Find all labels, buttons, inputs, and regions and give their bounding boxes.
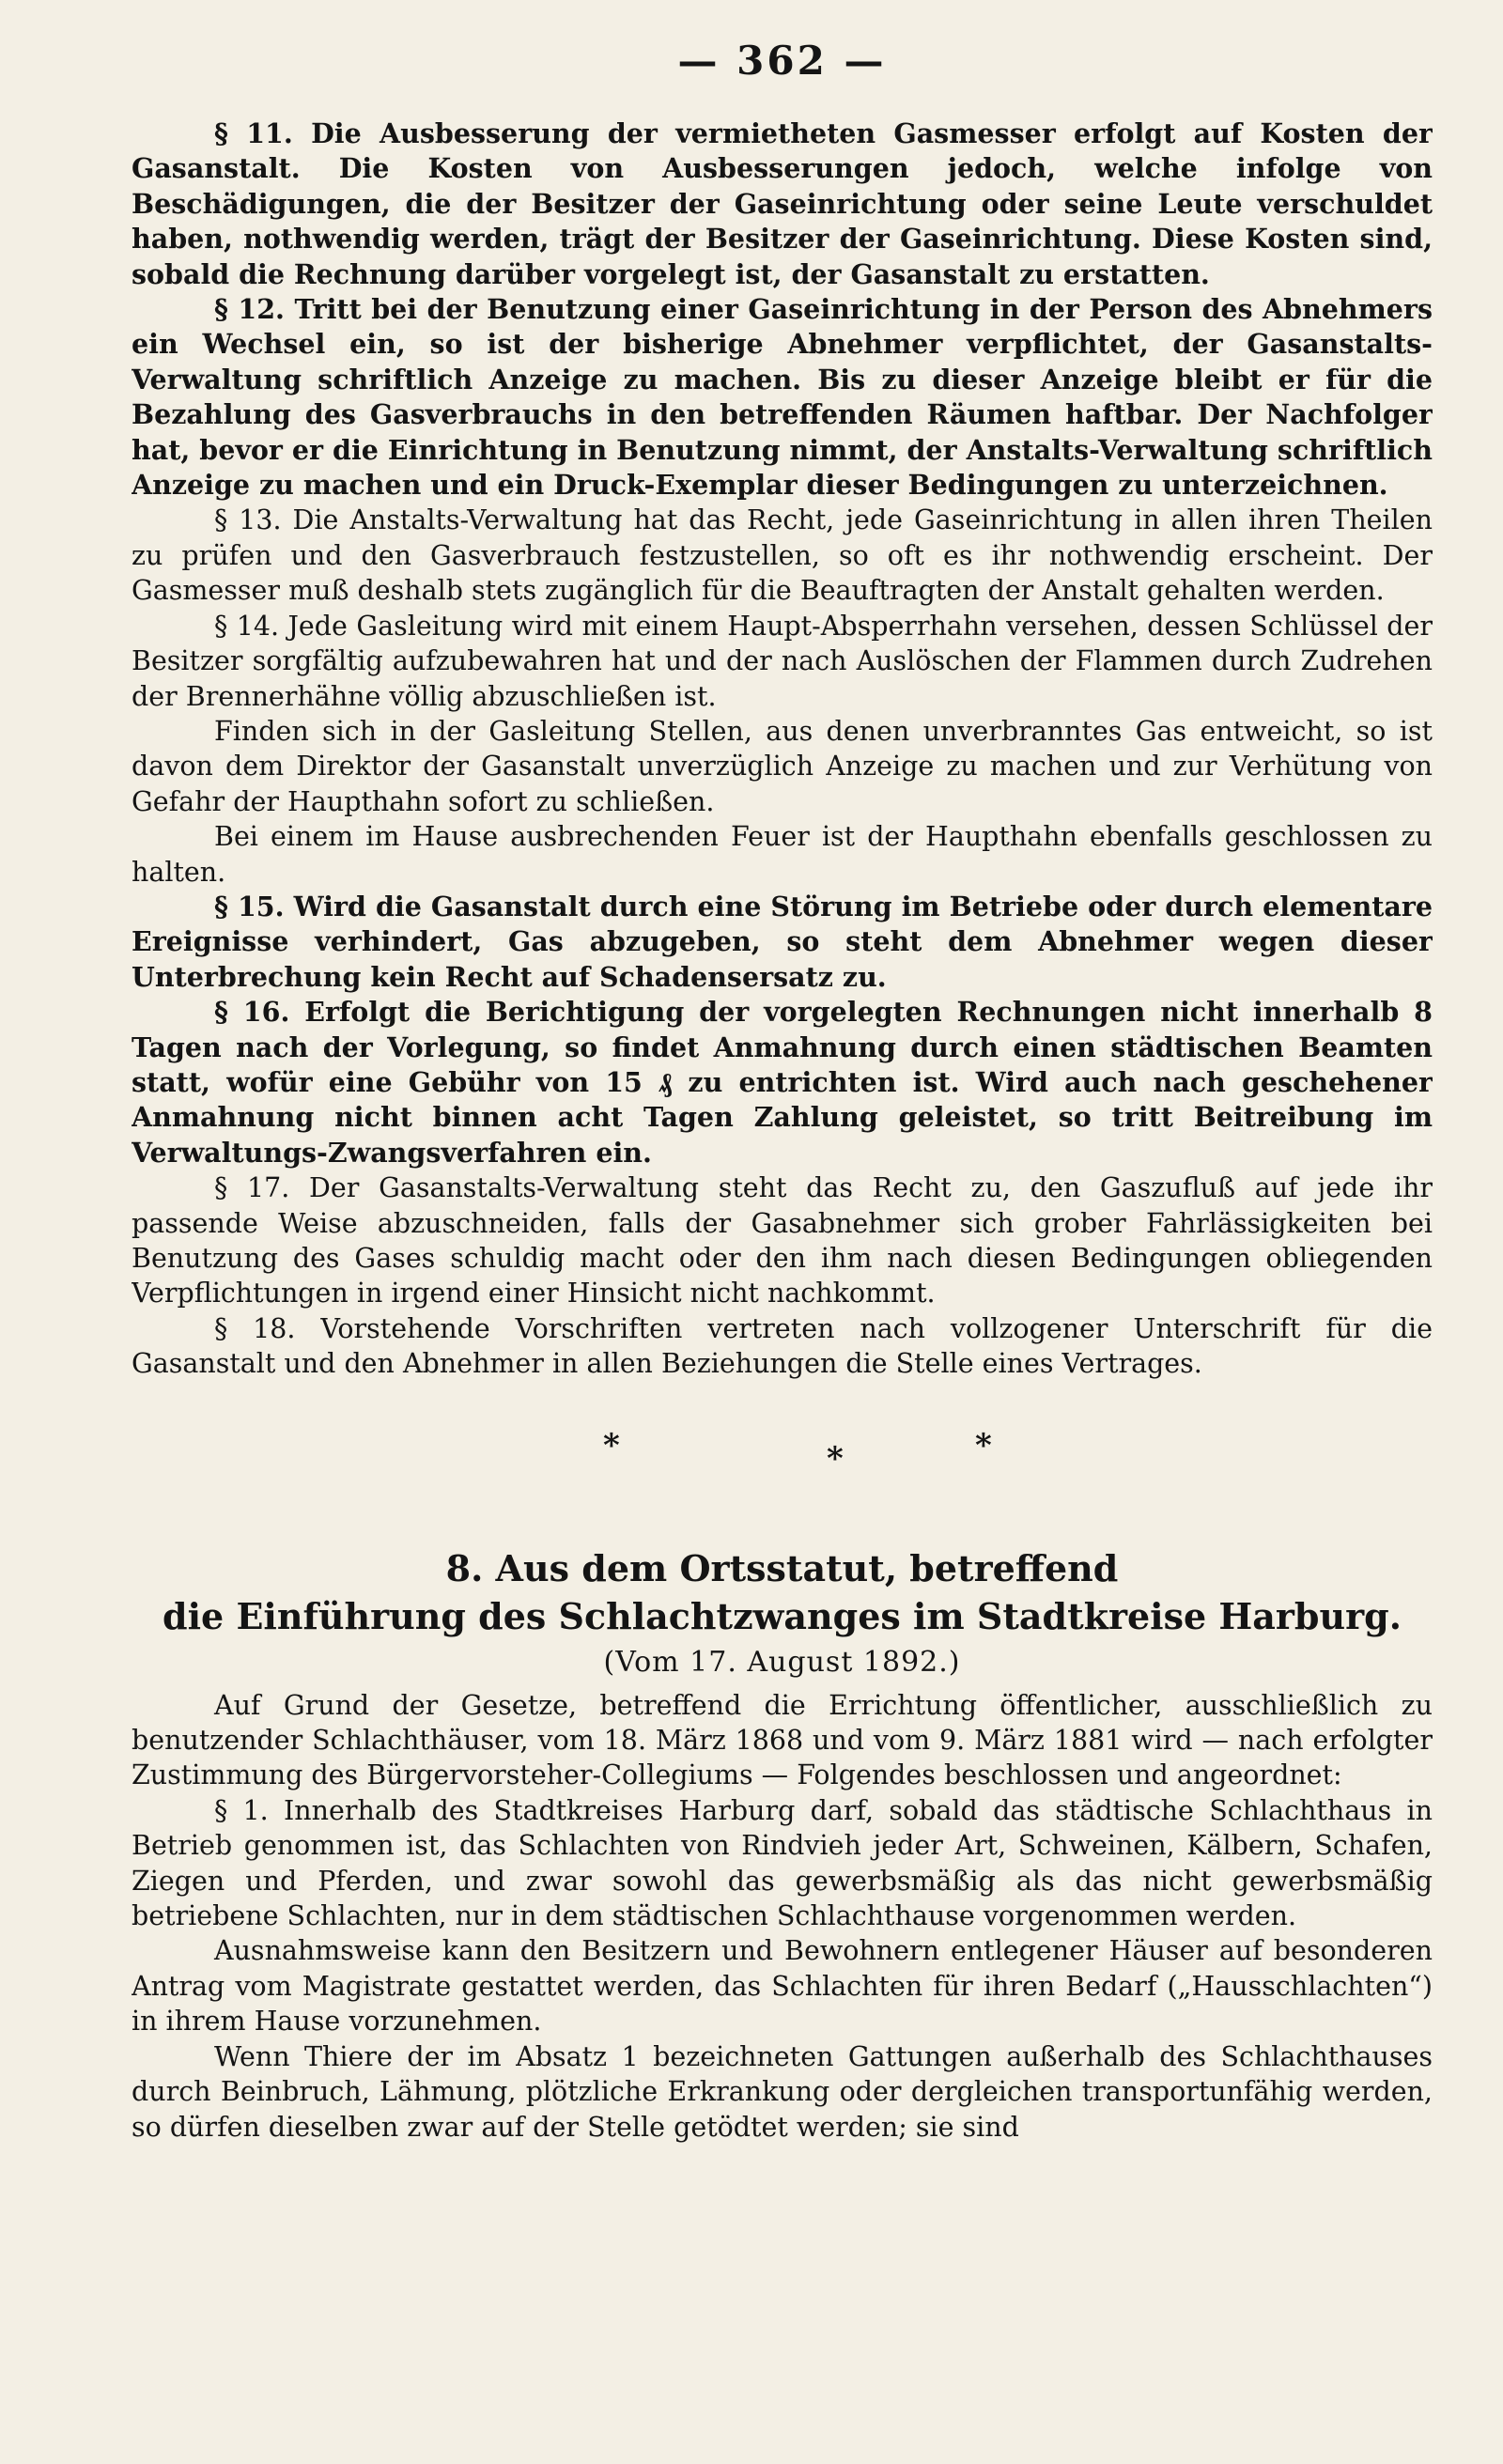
statute-paragraph-1: § 1. Innerhalb des Stadtkreises Harburg darf, sobald das städtische Schlachthaus in Betrieb genommen ist, das Schlachten von Rindvieh jeder Art, Schweinen, Kälbern, Schafen, Ziegen und Pferden, und zwar sowohl das gewerbsmäßig als das nicht gewerbsmäßig betriebene Schlachten, nur in dem städtischen Schlachthause vorgenommen werden. [132,1794,1433,1932]
separator-star: * [975,1426,992,1464]
statute-paragraph-1-emergency: Wenn Thiere der im Absatz 1 bezeichneten Gattungen außerhalb des Schlachthauses durch Beinbruch, Lähmung, plötzliche Erkrankung oder dergleichen transportunfähig werden, so dürfen dieselben zwar auf der Stelle getödtet werden; sie sind [132,2040,1433,2143]
preamble: Auf Grund der Gesetze, betreffend die Errichtung öffentlicher, ausschließlich zu benutzender Schlachthäuser, vom 18. März 1868 und vom 9. März 1881 wird — nach erfolgter Zustimmung des Bürgervorsteher-Collegiums — Folgendes beschlossen und angeordnet: [132,1689,1433,1791]
paragraph-11: § 11. Die Ausbesserung der vermietheten Gasmesser erfolgt auf Kosten der Gasanstalt. Die Kosten von Ausbesserungen jedoch, welche infolge von Beschädigungen, die der Besitzer der Gaseinrichtung oder seine Leute verschuldet haben, nothwendig werden, trägt der Besitzer der Gaseinrichtung. Diese Kosten sind, sobald die Rechnung darüber vorgelegt ist, der Gasanstalt zu erstatten. [132,117,1433,290]
document-page [132,38,1433,2442]
paragraph-12: § 12. Tritt bei der Benutzung einer Gaseinrichtung in der Person des Abnehmers ein Wechsel ein, so ist der bisherige Abnehmer verpflichtet, der Gasanstalts-Verwaltung schriftlich Anzeige zu machen. Bis zu dieser Anzeige bleibt er für die Bezahlung des Gasverbrauchs in den betreffenden Räumen haftbar. Der Nachfolger hat, bevor er die Einrichtung in Benutzung nimmt, der Anstalts-Verwaltung schriftlich Anzeige zu machen und ein Druck-Exemplar dieser Bedingungen zu unterzeichnen. [132,293,1433,502]
paragraph-14-fire: Bei einem im Hause ausbrechenden Feuer ist der Haupthahn ebenfalls geschlossen zu halten. [132,821,1433,888]
paragraph-18: § 18. Vorstehende Vorschriften vertreten nach vollzogener Unterschrift für die Gasanstalt und den Abnehmer in allen Beziehungen die Stelle eines Vertrages. [132,1312,1433,1380]
paragraph-13: § 13. Die Anstalts-Verwaltung hat das Recht, jede Gaseinrichtung in allen ihren Theilen zu prüfen und den Gasverbrauch festzustellen, so oft es ihr nothwendig erscheint. Der Gasmesser muß deshalb stets zugänglich für die Beauftragten der Anstalt gehalten werden. [132,504,1433,607]
paragraph-15: § 15. Wird die Gasanstalt durch eine Störung im Betriebe oder durch elementare Ereignisse verhindert, Gas abzugeben, so steht dem Abnehmer wegen dieser Unterbrechung kein Recht auf Schadensersatz zu. [132,890,1433,993]
gas-regulations-body [132,116,1433,1382]
separator-star: * [827,1439,844,1478]
section-8 [132,1545,1433,2145]
statute-paragraph-1-exception: Ausnahmsweise kann den Besitzern und Bewohnern entlegener Häuser auf besonderen Antrag vom Magistrate gestattet werden, das Schlachten für ihren Bedarf („Hausschlachten“) in ihrem Hause vorzunehmen. [132,1935,1433,2038]
paragraph-14-leak: Finden sich in der Gasleitung Stellen, aus denen unverbranntes Gas entweicht, so ist davon dem Direktor der Gasanstalt unverzüglich Anzeige zu machen und zur Verhütung von Gefahr der Haupthahn sofort zu schließen. [132,715,1433,817]
section-separator [132,1410,1433,1487]
separator-star: * [603,1426,620,1464]
paragraph-17: § 17. Der Gasanstalts-Verwaltung steht das Recht zu, den Gaszufluß auf jede ihr passende Weise abzuschneiden, falls der Gasabnehmer sich grober Fahrlässigkeiten bei Benutzung des Gases schuldig macht oder den ihm nach diesen Bedingungen obliegenden Verpflichtungen in irgend einer Hinsicht nicht nachkommt. [132,1172,1433,1309]
section-date: (Vom 17. August 1892.) [603,1645,961,1679]
section-title-line-2: die Einführung des Schlachtzwanges im Stadtkreise Harburg. [163,1594,1402,1637]
paragraph-16: § 16. Erfolgt die Berichtigung der vorgelegten Rechnungen nicht innerhalb 8 Tagen nach der Vorlegung, so findet Anmahnung durch einen städtischen Beamten statt, wofür eine Gebühr von 15 ₰ zu entrichten ist. Wird auch nach geschehener Anmahnung nicht binnen acht Tagen Zahlung geleistet, so tritt Beitreibung im Verwaltungs-Zwangsverfahren ein. [132,996,1433,1169]
page-number: — 362 — [677,38,887,84]
section-title-line-1: 8. Aus dem Ortsstatut, betreffend [445,1546,1119,1589]
paragraph-14: § 14. Jede Gasleitung wird mit einem Haupt-Absperrhahn versehen, dessen Schlüssel der Besitzer sorgfältig aufzubewahren hat und der nach Auslöschen der Flammen durch Zudrehen der Brennerhähne völlig abzuschließen ist. [132,610,1433,712]
